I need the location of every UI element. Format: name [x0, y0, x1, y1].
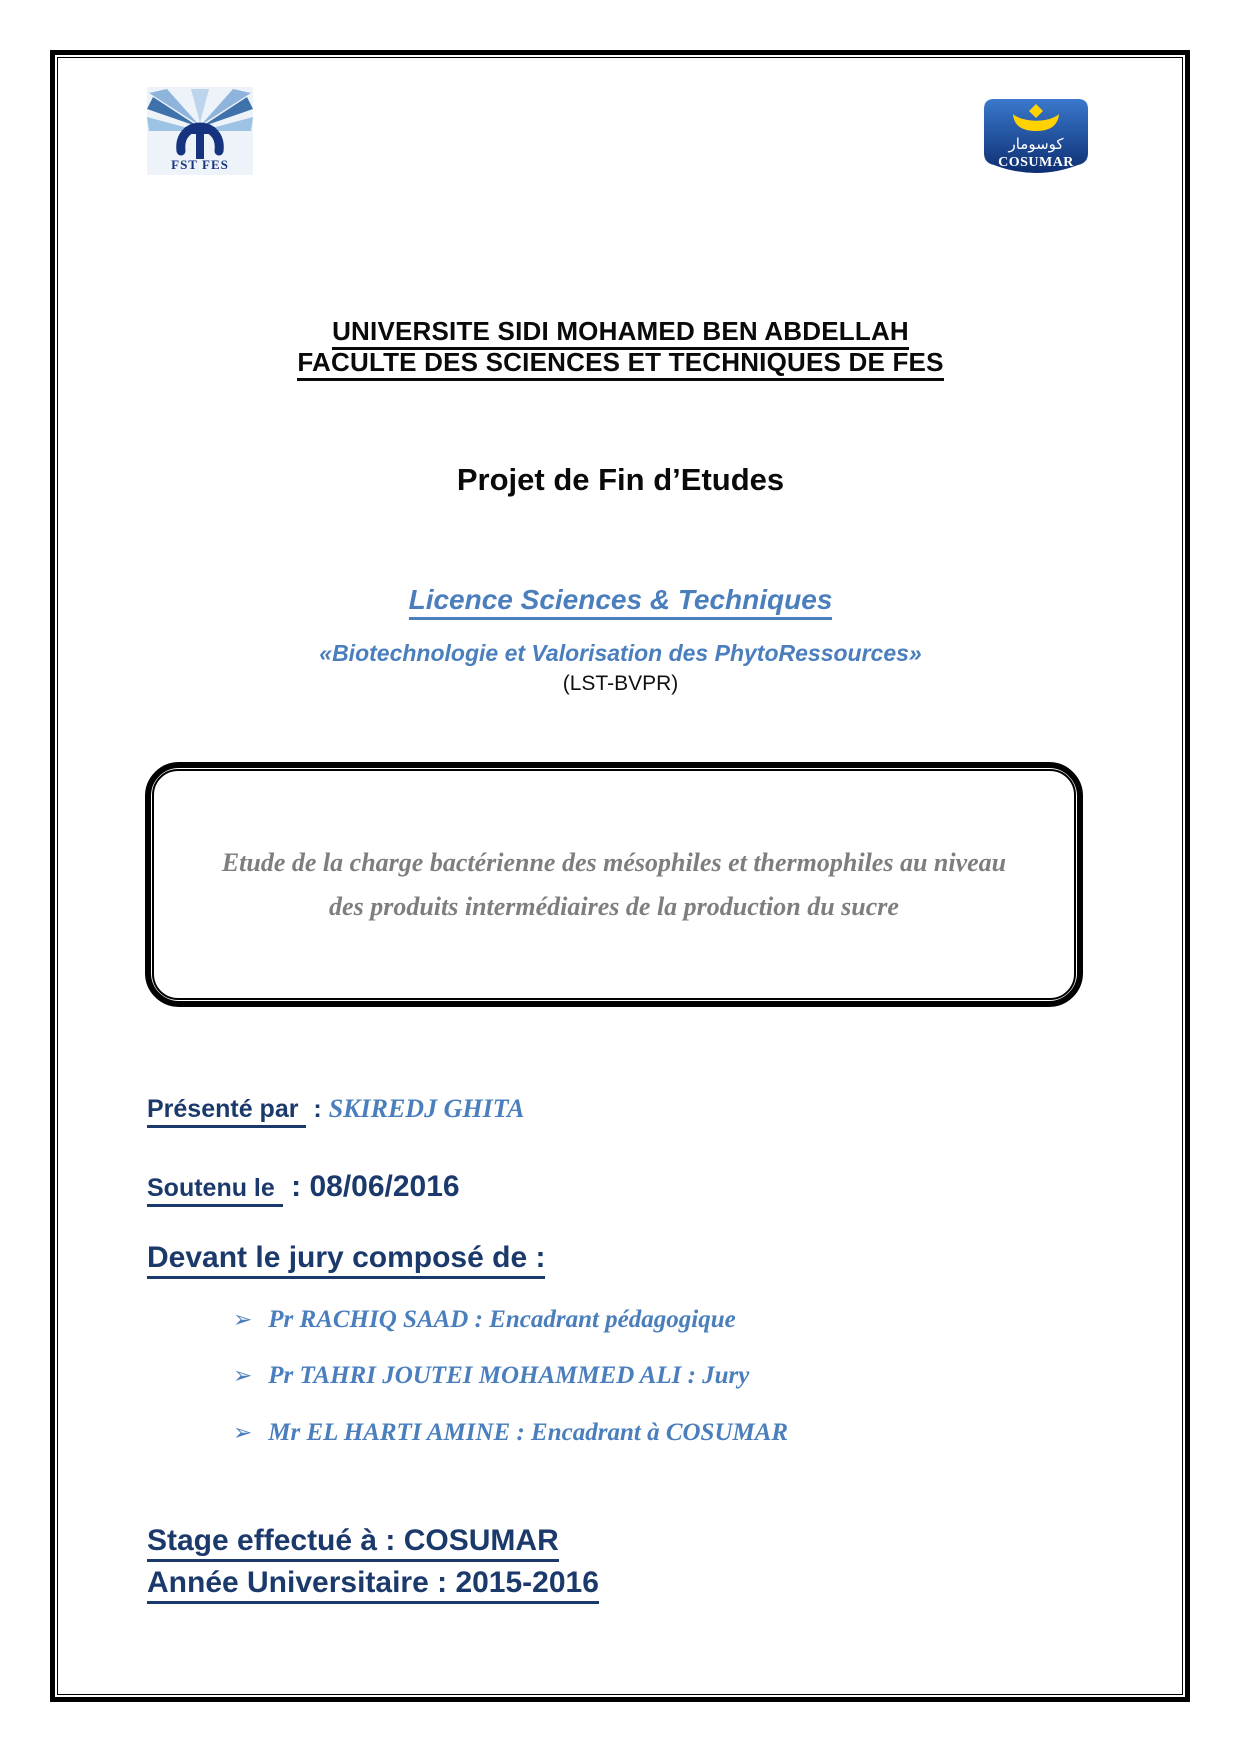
- presented-by-colon: :: [306, 1095, 329, 1123]
- arrow-bullet-icon: ➢: [233, 1362, 253, 1388]
- fst-logo-text: FST FES: [171, 157, 229, 172]
- degree-line: [53, 584, 1188, 616]
- university-header: [53, 316, 1188, 378]
- cosumar-wordmark: COSUMAR: [998, 155, 1074, 170]
- program-abbreviation: (LST-BVPR): [562, 672, 679, 695]
- jury-member-1: Pr RACHIQ SAAD : Encadrant pédagogique: [268, 1306, 736, 1333]
- presented-by-label: Présenté par: [147, 1095, 306, 1128]
- fst-fes-logo: [147, 87, 253, 175]
- cosumar-arabic-text: كوسومار: [1008, 135, 1064, 153]
- defense-date-label: Soutenu le: [147, 1174, 283, 1207]
- presented-by-row: [147, 1094, 524, 1124]
- faculty-name: FACULTE DES SCIENCES ET TECHNIQUES DE FES: [297, 347, 943, 381]
- author-name: SKIREDJ GHITA: [328, 1094, 525, 1123]
- internship-text: Stage effectué à : COSUMAR: [147, 1524, 559, 1562]
- jury-heading-text: Devant le jury composé de :: [147, 1241, 545, 1279]
- subject-title-line1: Etude de la charge bactérienne des mésophiles et thermophiles au niveau: [221, 847, 1007, 877]
- subject-box: [145, 762, 1083, 1007]
- defense-date-row: [147, 1170, 460, 1204]
- subject-box-inner-border: [152, 769, 1076, 1000]
- jury-member-2: Pr TAHRI JOUTEI MOHAMMED ALI : Jury: [268, 1362, 750, 1389]
- jury-item-1: [233, 1306, 736, 1334]
- program-name: «Biotechnologie et Valorisation des PhytoRessources»: [319, 640, 922, 666]
- cosumar-logo: [982, 97, 1091, 181]
- internship-line: [147, 1524, 559, 1558]
- arrow-bullet-icon: ➢: [233, 1306, 253, 1332]
- subject-title: [154, 841, 1074, 929]
- document-title: Projet de Fin d’Etudes: [456, 462, 785, 497]
- jury-member-3: Mr EL HARTI AMINE : Encadrant à COSUMAR: [268, 1419, 789, 1446]
- jury-heading: [147, 1241, 545, 1275]
- university-name: UNIVERSITE SIDI MOHAMED BEN ABDELLAH: [332, 316, 909, 350]
- subject-title-line2: des produits intermédiaires de la production du sucre: [329, 891, 899, 921]
- jury-item-3: [233, 1419, 788, 1447]
- defense-date-colon: :: [282, 1170, 310, 1203]
- academic-year-text: Année Universitaire : 2015-2016: [147, 1566, 599, 1604]
- jury-item-2: [233, 1362, 749, 1390]
- defense-date-value: 08/06/2016: [309, 1170, 460, 1203]
- academic-year-line: [147, 1566, 599, 1600]
- degree-title: Licence Sciences & Techniques: [409, 584, 833, 620]
- arrow-bullet-icon: ➢: [233, 1419, 253, 1445]
